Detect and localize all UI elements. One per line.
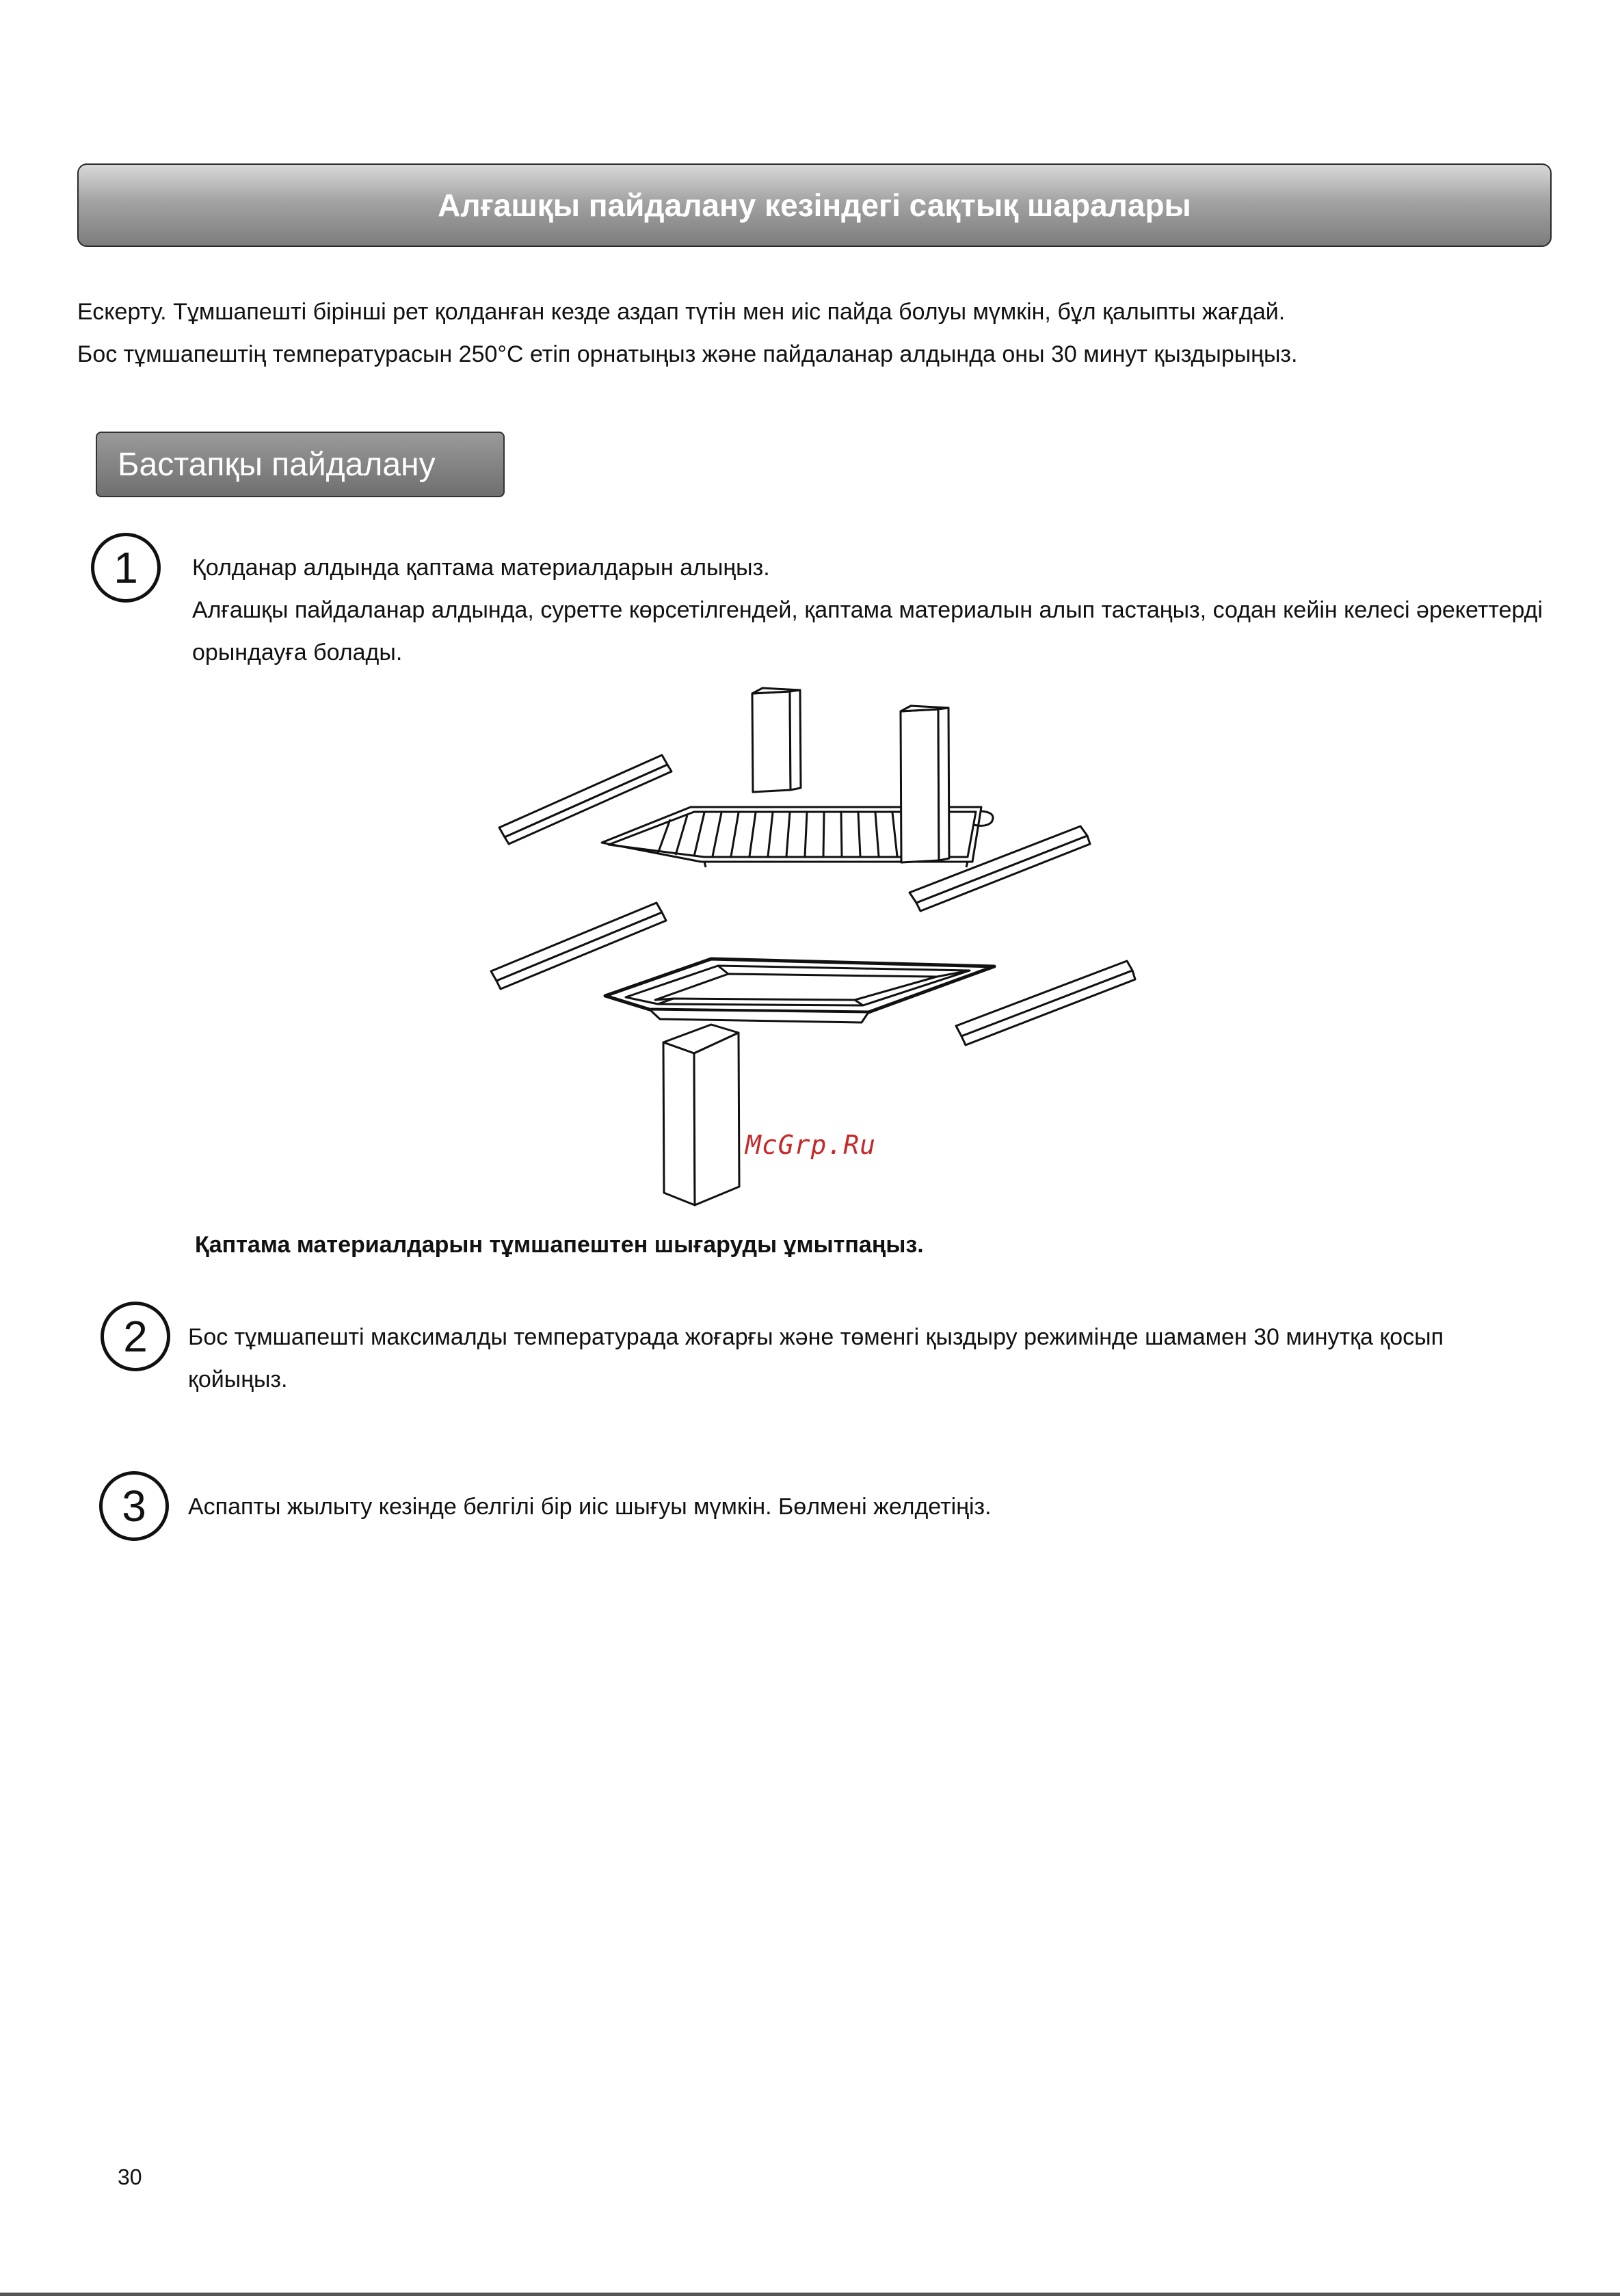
page-title-bar [77,163,1552,247]
watermark: McGrp.Ru [745,1130,877,1160]
step-1-line-2: Алғашқы пайдаланар алдында, суретте көрсетілгендей, қаптама материалын алып тастаңыз, содан кейін келесі әрекеттерді орындауға болады. [192,597,1543,665]
step-1-text [192,546,1543,674]
step-1-number-circle [91,533,161,603]
corner-strip-lower-right [956,961,1135,1045]
section-title: Бастапқы пайдалану [118,446,436,483]
step-3-text: Аспапты жылыту кезінде белгілі бір иіс шығуы мүмкін. Бөлмені желдетіңіз. [188,1494,992,1520]
figure-caption: Қаптама материалдарын тұмшапештен шығаруды ұмытпаңыз. [195,1232,924,1258]
foam-block-lower [663,1025,739,1205]
foam-post-left [752,688,801,792]
warning-line-2: Бос тұмшапештің температурасын 250°C етіп орнатыңыз және пайдаланар алдында оны 30 минут қыздырыңыз. [77,341,1298,367]
step-3-number-circle [99,1471,169,1541]
section-heading [96,432,505,497]
bottom-rule [0,2293,1620,2296]
step-3-number: 3 [122,1481,146,1531]
step-2-number: 2 [123,1312,148,1361]
warning-line-1: Ескерту. Тұмшапешті бірінші рет қолданған кезде аздап түтін мен иіс пайда болуы мүмкін, бұл қалыпты жағдай. [77,299,1286,325]
step-1-number: 1 [114,543,138,592]
step-2-text: Бос тұмшапешті максималды температурада жоғарғы және төменгі қыздыру режимінде шамамен 30 минутқа қосып қойыңыз. [188,1324,1444,1393]
corner-strip-lower-left [491,903,666,989]
baking-tray [605,959,994,1022]
page-number: 30 [118,2165,142,2189]
warning-block [77,291,1554,375]
step-1-line-1: Қолданар алдында қаптама материалдарын алыңыз. [192,555,770,581]
page-title: Алғашқы пайдалану кезіндегі сақтық шаралары [438,187,1191,223]
foam-post-right [901,706,949,862]
step-2-number-circle [101,1302,170,1371]
